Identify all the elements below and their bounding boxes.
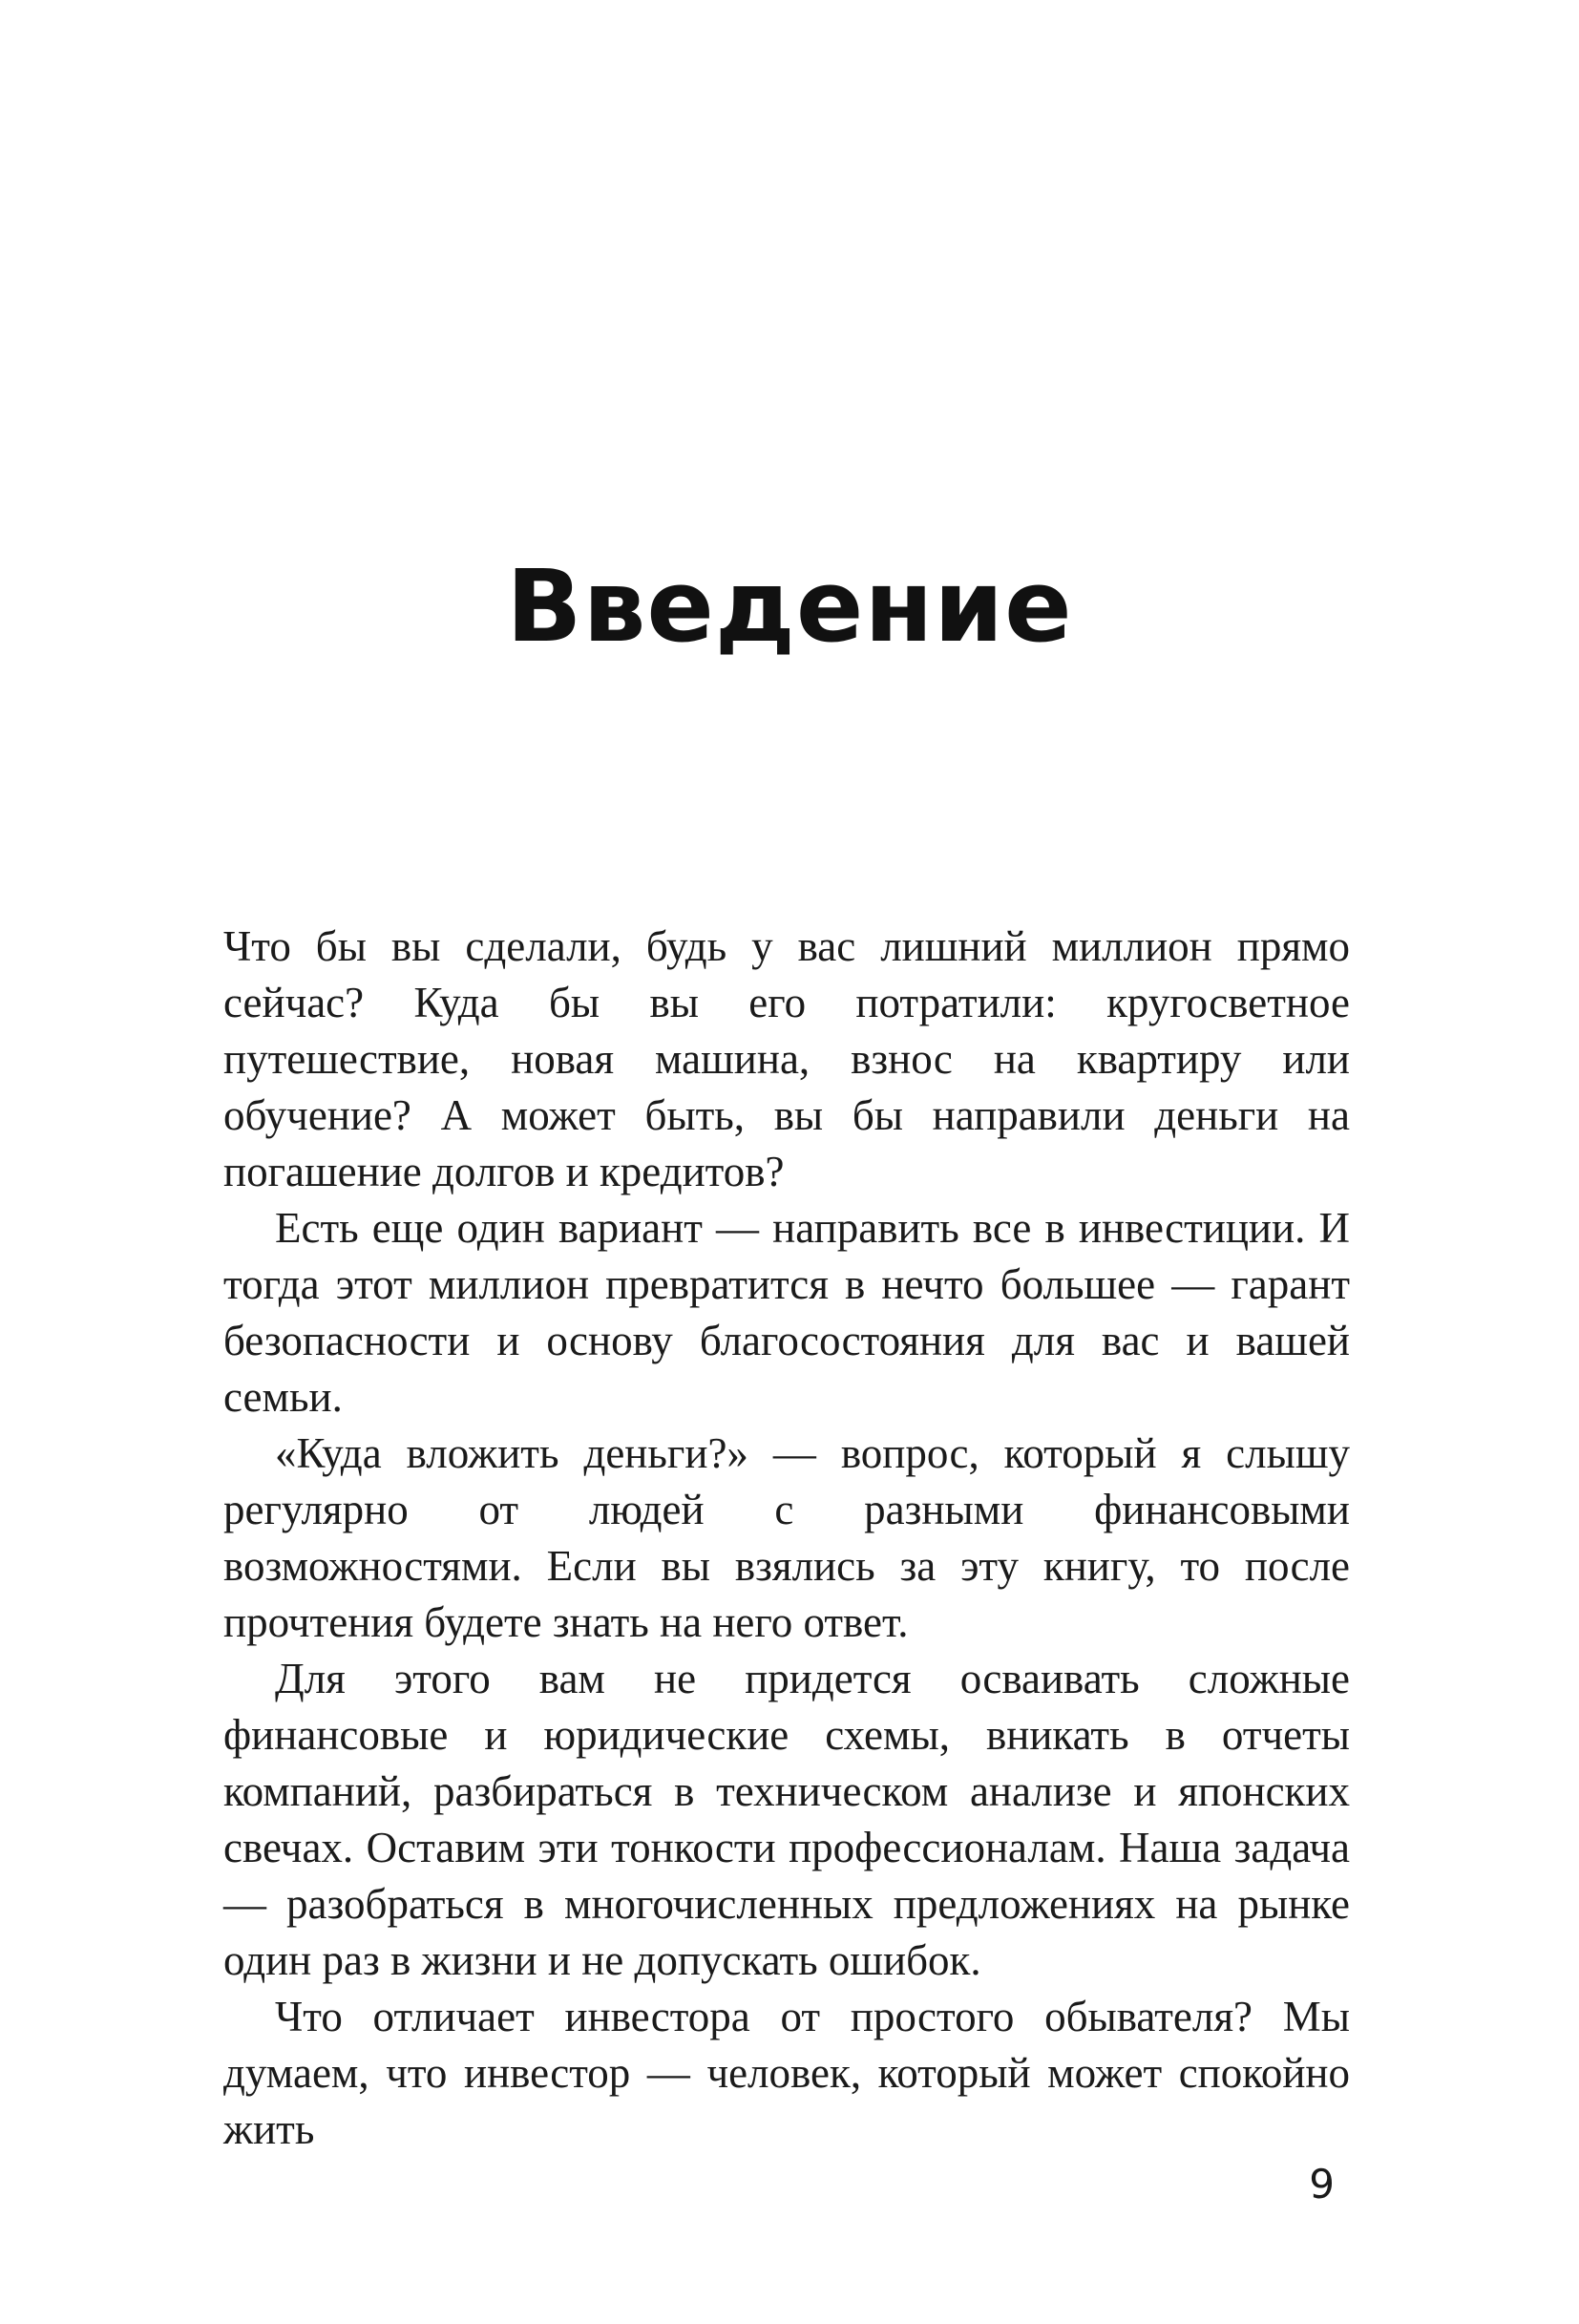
paragraph: «Куда вложить деньги?» — вопрос, который я слышу регулярно от людей с разными финансовыми возможностями. Если вы взялись за эту книгу, то после прочтения будете знать на него ответ.: [223, 1429, 1350, 1646]
paragraph: Что отличает инвестора от простого обывателя? Мы думаем, что инвестор — человек, который может спокойно жить: [223, 1993, 1350, 2153]
chapter-title: Введение: [506, 548, 1073, 665]
paragraph: Что бы вы сделали, будь у вас лишний миллион прямо сейчас? Куда бы вы его потратили: кругосветное путешествие, новая машина, взнос на квартиру или обучение? А может быть, вы бы направили деньги на погашение долгов и кредитов?: [223, 922, 1350, 1195]
body-text: [223, 919, 1350, 2158]
paragraph: Есть еще один вариант — направить все в инвестиции. И тогда этот миллион превратится в нечто большее — гарант безопасности и основу благосостояния для вас и вашей семьи.: [223, 1204, 1350, 1421]
page-number: 9: [1309, 2161, 1335, 2208]
paragraph: Для этого вам не придется осваивать сложные финансовые и юридические схемы, вникать в отчеты компаний, разбираться в техническом анализе и японских свечах. Оставим эти тонкости профессионалам. Наша задача — разобраться в многочисленных предложениях на рынке один раз в жизни и не допускать ошибок.: [223, 1655, 1350, 1984]
